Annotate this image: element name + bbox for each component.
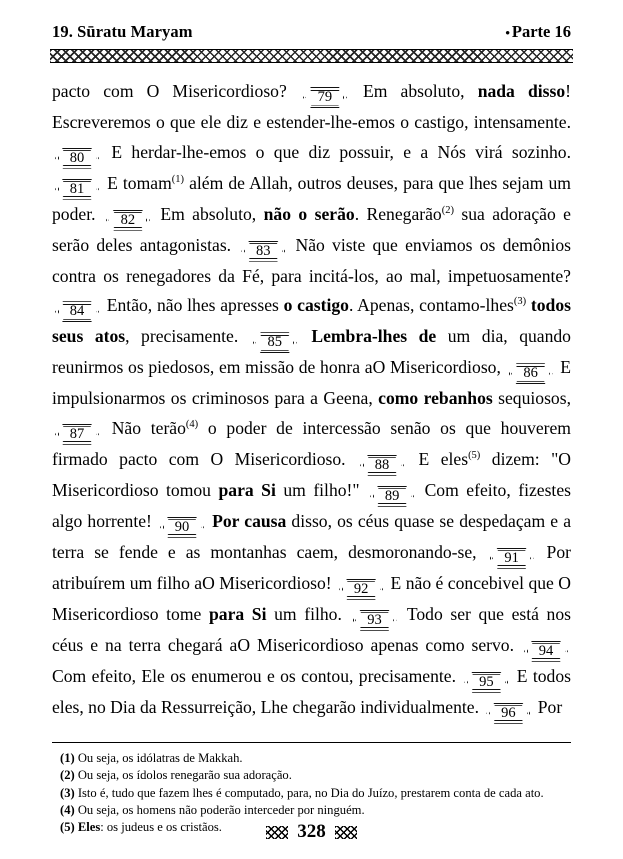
footnote-reference[interactable]: (2) <box>441 204 454 216</box>
ornament-right-icon <box>335 826 357 839</box>
verse-number: 88 <box>374 456 390 473</box>
verse-number: 87 <box>69 425 85 442</box>
footnote-marker: (4) <box>60 803 75 817</box>
verse-number: 85 <box>267 334 283 351</box>
verse-number-badge <box>160 517 204 538</box>
emphasis-run: o castigo <box>283 295 349 316</box>
text-run: E não é concebivel que O Misericordioso tome <box>52 572 571 624</box>
emphasis-run: para Si <box>218 479 276 500</box>
verse-number-badge <box>253 332 297 353</box>
verse-number: 93 <box>367 611 382 628</box>
verse-number-badge <box>353 610 397 631</box>
emphasis-run: Lembra-lhes de <box>311 326 437 347</box>
verse-number-badge <box>106 210 150 231</box>
verse-body <box>52 77 571 724</box>
page-content <box>0 65 623 724</box>
text-run: , precisamente. <box>125 326 250 347</box>
verse-number-badge <box>339 579 383 600</box>
footnote-text: Ou seja, os ídolos renegarão sua adoração. <box>74 768 292 783</box>
divider-line-bottom <box>50 62 573 63</box>
text-run: um filho. <box>266 603 350 624</box>
verse-number-badge <box>241 241 285 262</box>
text-run: pacto com O Misericordioso? <box>52 81 300 101</box>
footnote-item <box>60 750 571 767</box>
text-run: um filho!" <box>275 479 368 500</box>
text-run: Em absoluto, <box>349 81 478 101</box>
verse-number: 89 <box>384 487 400 504</box>
text-run <box>300 326 312 346</box>
verse-number-badge <box>486 703 530 724</box>
verse-number: 95 <box>479 673 494 690</box>
verse-number-badge <box>524 641 568 662</box>
text-run: sequiosos, <box>492 388 571 409</box>
footnote-reference[interactable]: (1) <box>171 173 185 185</box>
text-run: Todo ser que está nos céus e na terra chegará aO Misericordioso apenas como servo. <box>52 603 571 655</box>
emphasis-run: todos seus atos <box>52 295 571 347</box>
text-run: disso, os céus quase se despedaçam e a terra se fende e as montanhas caem, desmoronando-se, <box>52 510 572 562</box>
verse-number-badge <box>464 672 508 693</box>
verse-number-badge <box>370 486 414 507</box>
footnote-reference[interactable]: (5) <box>468 449 481 461</box>
verse-number-badge <box>55 424 99 445</box>
verse-number: 91 <box>504 549 519 566</box>
verse-number: 80 <box>69 149 85 166</box>
emphasis-run: para Si <box>208 603 267 624</box>
text-run: Em absoluto, <box>152 203 264 224</box>
verse-number-badge <box>55 179 99 200</box>
text-run: Por <box>533 696 563 717</box>
verse-number: 84 <box>69 303 85 320</box>
emphasis-run: Por causa <box>212 510 287 531</box>
text-run: Com efeito, fizestes algo horrente! <box>52 479 571 531</box>
text-run: E todos eles, no Dia da Ressurreição, Lhe chegarão individualmente. <box>52 665 571 717</box>
verse-number: 81 <box>69 180 85 197</box>
footnote-marker: (3) <box>60 785 75 800</box>
surah-title: 19. Sūratu Maryam <box>52 22 193 41</box>
text-run: sua adoração e serão deles antagonistas. <box>52 203 571 255</box>
text-run: Não terão <box>102 417 186 438</box>
footnote-marker: (5) <box>60 820 75 835</box>
page-number: 328 <box>297 821 326 842</box>
footnote-text: Isto é, tudo que fazem lhes é computado, para, no Dia do Juízo, prestarem conta de cada ato. <box>74 785 544 800</box>
verse-number: 86 <box>523 365 538 382</box>
emphasis-run: como rebanhos <box>378 388 493 409</box>
verse-number: 96 <box>501 704 516 721</box>
verse-number: 83 <box>256 242 271 259</box>
text-run: ! Escreveremos o que ele diz e estender-lhe-emos o castigo, intensamente. <box>52 81 571 132</box>
footnote-item <box>60 767 571 784</box>
page-footer <box>0 821 623 843</box>
emphasis-run: nada disso <box>477 81 566 101</box>
footnote-reference[interactable]: (3) <box>513 296 527 308</box>
text-run: além de Allah, outros deuses, para que lhes sejam um poder. <box>52 172 571 224</box>
verse-number: 92 <box>353 580 369 597</box>
part-label <box>505 22 571 42</box>
footnote-item <box>60 785 571 802</box>
ornamental-divider <box>50 49 573 65</box>
text-run: E herdar-lhe-emos o que diz possuir, e a Nós virá sozinho. <box>102 141 571 162</box>
footnote-text: Ou seja, os idólatras de Makkah. <box>74 750 243 765</box>
text-run: um dia, quando reunirmos os piedosos, em missão de honra aO Misericordioso, <box>52 326 571 378</box>
verse-number: 79 <box>317 89 333 105</box>
footnote-marker: (2) <box>60 768 75 783</box>
emphasis-run: não o serão <box>263 203 355 224</box>
text-run: E tomam <box>102 172 172 193</box>
verse-number-badge <box>55 301 99 322</box>
text-run: o poder de intercessão senão os que houverem firmado pacto com O Misericordioso. <box>52 417 571 469</box>
text-run: . Renegarão <box>354 203 442 224</box>
footnote-marker: (1) <box>60 750 75 765</box>
footnote-text: Ou seja, os homens não poderão interceder por ninguém. <box>74 803 365 817</box>
verse-number-badge <box>303 87 347 108</box>
verse-number: 82 <box>120 211 136 228</box>
ornament-left-icon <box>266 826 288 839</box>
text-run: Com efeito, Ele os enumerou e os contou, precisamente. <box>52 665 462 686</box>
text-run: Então, não lhes apresses <box>102 295 284 316</box>
footnote-text: : os judeus e os cristãos. <box>100 820 222 835</box>
verse-number-badge <box>509 363 553 384</box>
page-header <box>0 0 623 42</box>
footnote-keyword: Eles <box>77 820 101 835</box>
verse-number: 90 <box>174 518 190 535</box>
verse-number-badge <box>490 548 534 569</box>
verse-number-badge <box>360 455 404 476</box>
text-run: . Apenas, contamo-lhes <box>348 295 514 316</box>
bullet-icon: • <box>505 25 510 41</box>
text-run: E eles <box>407 448 469 469</box>
text-run: dizem: "O Misericordioso tomou <box>52 448 571 500</box>
part-text: Parte 16 <box>511 22 571 41</box>
text-run: Não viste que enviamos os demônios contra os renegadores da Fé, para incitá-los, ao mal, impetuosamente? <box>52 234 571 286</box>
text-run: E impulsionarmos os criminosos para a Geena, <box>52 357 571 409</box>
text-run: Por atribuírem um filho aO Misericordioso! <box>52 541 571 593</box>
verse-number: 94 <box>538 642 554 659</box>
verse-number-badge <box>55 148 99 169</box>
footnote-reference[interactable]: (4) <box>185 418 199 430</box>
footnote-item <box>60 802 571 819</box>
